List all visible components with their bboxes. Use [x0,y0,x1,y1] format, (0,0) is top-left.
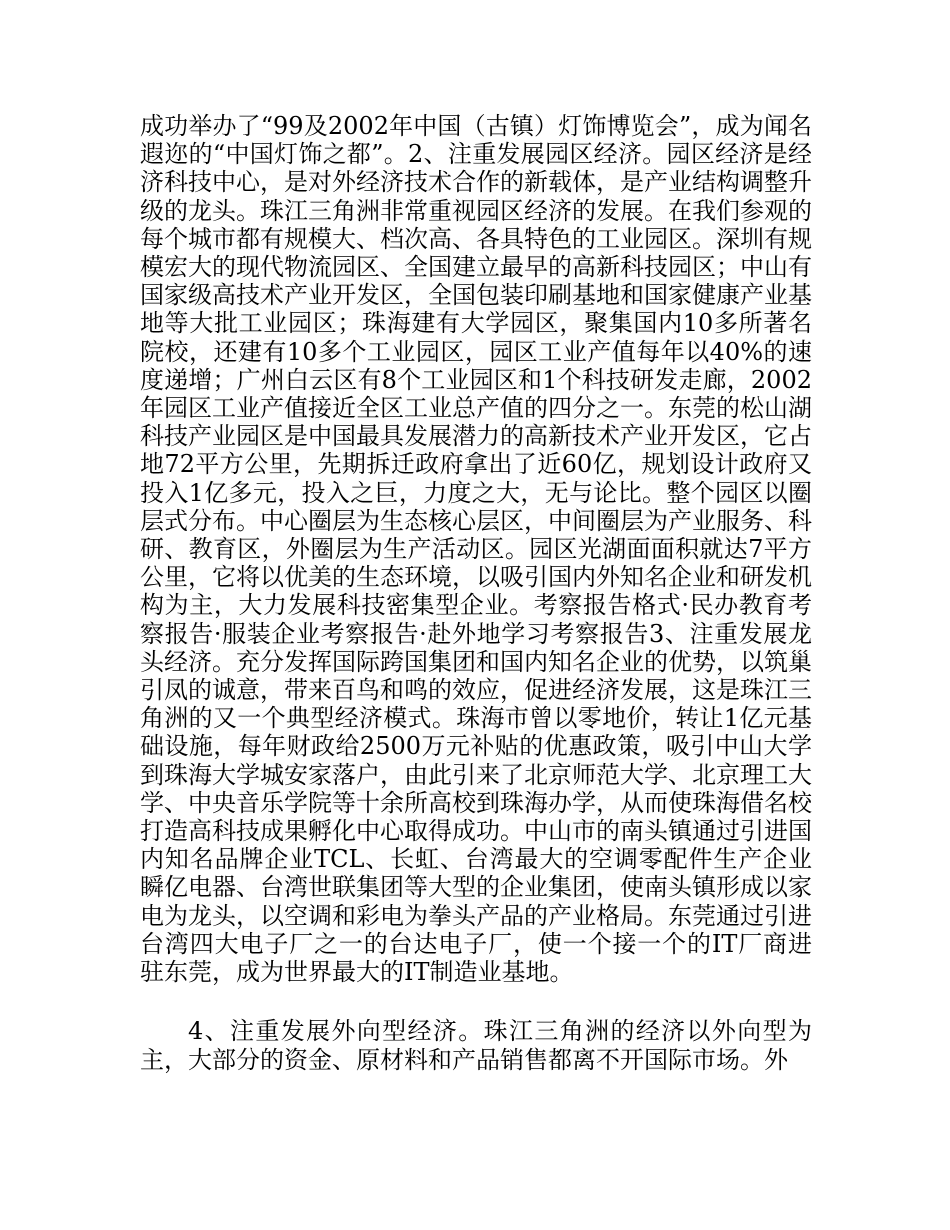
body-paragraph-1: 成功举办了“99及2002年中国（古镇）灯饰博览会”，成为闻名遐迩的“中国灯饰之都”。2、注重发展园区经济。园区经济是经济科技中心，是对外经济技术合作的新载体，是产业结构调整升级的龙头。珠江三角洲非常重视园区经济的发展。在我们参观的每个城市都有规模大、档次高、各具特色的工业园区。深圳有规模宏大的现代物流园区、全国建立最早的高新科技园区；中山有国家级高技术产业开发区，全国包装印刷基地和国家健康产业基地等大批工业园区；珠海建有大学园区，聚集国内10多所著名院校，还建有10多个工业园区，园区工业产值每年以40%的速度递增；广州白云区有8个工业园区和1个科技研发走廊，2002年园区工业产值接近全区工业总产值的四分之一。东莞的松山湖科技产业园区是中国最具发展潜力的高新技术产业开发区，它占地72平方公里，先期拆迁政府拿出了近60亿，规划设计政府又投入1亿多元，投入之巨，力度之大，无与论比。整个园区以圈层式分布。中心圈层为生态核心层区，中间圈层为产业服务、科研、教育区，外圈层为生产活动区。园区光湖面面积就达7平方公里，它将以优美的生态环境，以吸引国内外知名企业和研发机构为主，大力发展科技密集型企业。考察报告格式·民办教育考察报告·服装企业考察报告·赴外地学习考察报告3、注重发展龙头经济。充分发挥国际跨国集团和国内知名企业的优势，以筑巢引凤的诚意，带来百鸟和鸣的效应，促进经济发展，这是珠江三角洲的又一个典型经济模式。珠海市曾以零地价，转让1亿元基础设施，每年财政给2500万元补贴的优惠政策，吸引中山大学到珠海大学城安家落户，由此引来了北京师范大学、北京理工大学、中央音乐学院等十余所高校到珠海办学，从而使珠海借名校打造高科技成果孵化中心取得成功。中山市的南头镇通过引进国内知名品牌企业TCL、长虹、台湾最大的空调零配件生产企业瞬亿电器、台湾世联集团等大型的企业集团，使南头镇形成以家电为龙头，以空调和彩电为拳头产品的产业格局。东莞通过引进台湾四大电子厂之一的台达电子厂，使一个接一个的IT厂商进驻东莞，成为世界最大的IT制造业基地。 [140,112,812,987]
document-body [140,112,812,1074]
body-paragraph-2: 4、注重发展外向型经济。珠江三角洲的经济以外向型为主，大部分的资金、原材料和产品销售都离不开国际市场。外 [140,1017,812,1074]
